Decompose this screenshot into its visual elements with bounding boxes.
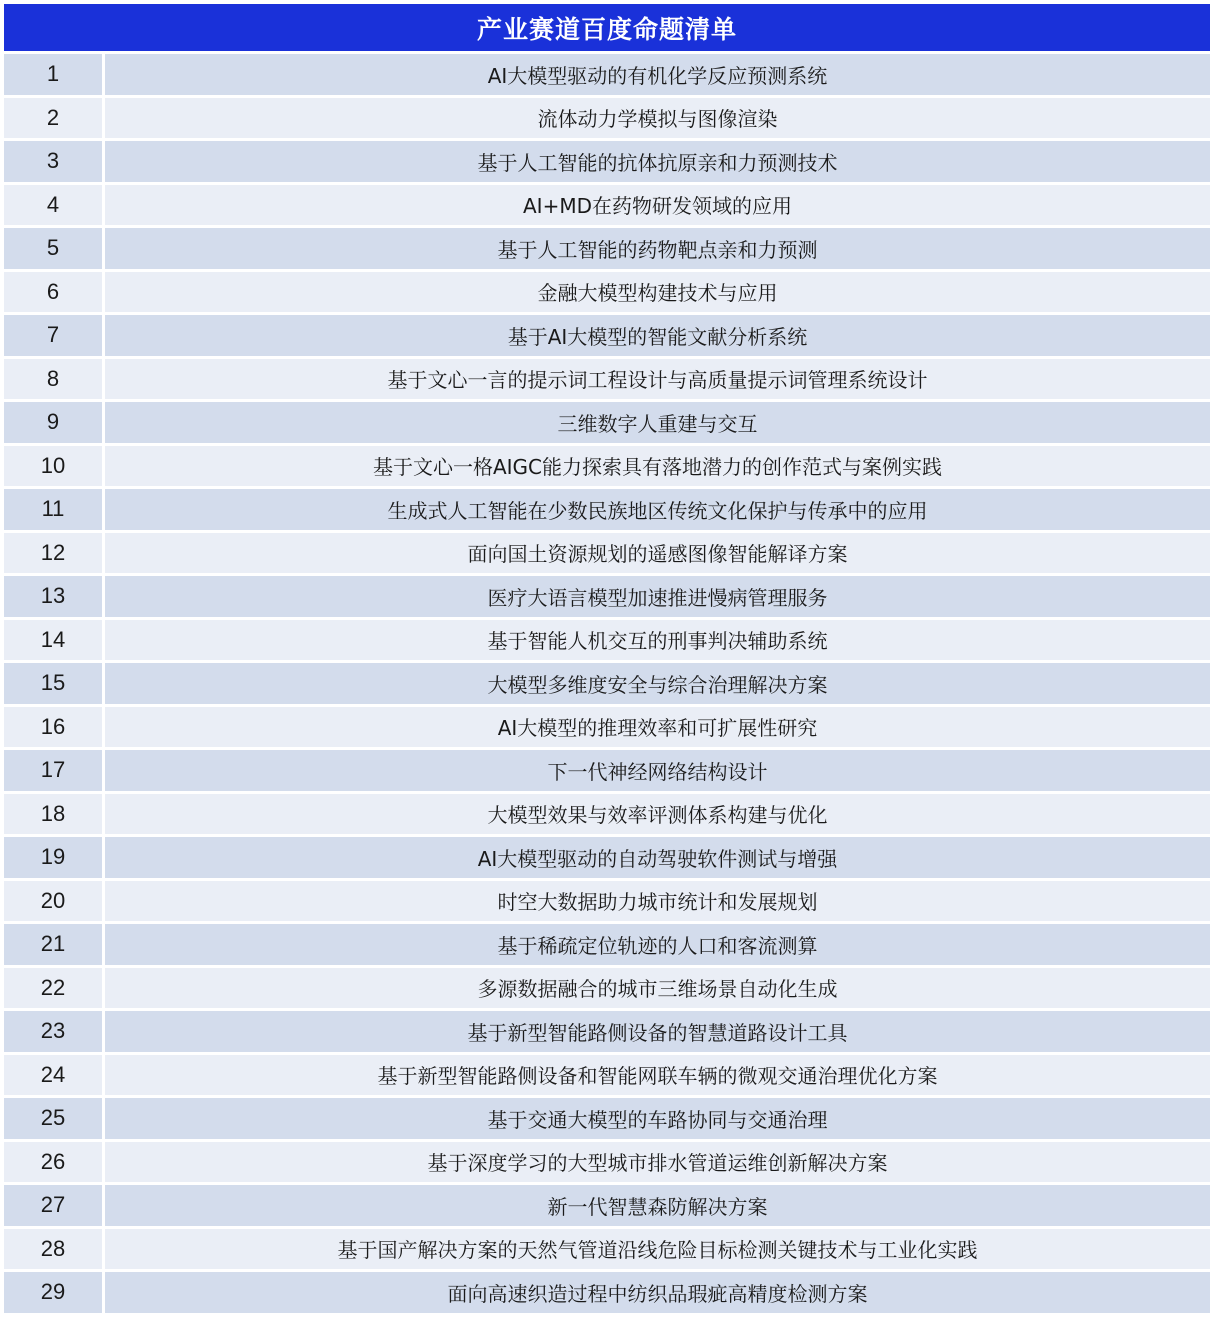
table-row: [4, 1139, 1210, 1183]
table-row: [4, 878, 1210, 922]
row-number: 4: [4, 182, 105, 226]
row-number: 5: [4, 225, 105, 269]
row-number: 12: [4, 530, 105, 574]
row-number: 14: [4, 617, 105, 661]
table-row: [4, 51, 1210, 95]
table-row: [4, 1008, 1210, 1052]
row-number: 20: [4, 878, 105, 922]
table-row: [4, 1226, 1210, 1270]
topic-name: 金融大模型构建技术与应用: [105, 269, 1210, 313]
table-row: [4, 269, 1210, 313]
row-number: 17: [4, 747, 105, 791]
row-number: 13: [4, 573, 105, 617]
table-row: [4, 356, 1210, 400]
topic-name: 生成式人工智能在少数民族地区传统文化保护与传承中的应用: [105, 486, 1210, 530]
table-row: [4, 573, 1210, 617]
row-number: 2: [4, 95, 105, 139]
table-row: [4, 834, 1210, 878]
table-row: [4, 486, 1210, 530]
table-row: [4, 182, 1210, 226]
row-number: 8: [4, 356, 105, 400]
topic-name: AI大模型的推理效率和可扩展性研究: [105, 704, 1210, 748]
row-number: 19: [4, 834, 105, 878]
topic-name: 基于稀疏定位轨迹的人口和客流测算: [105, 921, 1210, 965]
row-number: 21: [4, 921, 105, 965]
topic-name: 大模型多维度安全与综合治理解决方案: [105, 660, 1210, 704]
row-number: 26: [4, 1139, 105, 1183]
topic-table-body: [4, 51, 1210, 1313]
topic-name: 基于AI大模型的智能文献分析系统: [105, 312, 1210, 356]
row-number: 15: [4, 660, 105, 704]
topic-name: 大模型效果与效率评测体系构建与优化: [105, 791, 1210, 835]
topic-name: 基于交通大模型的车路协同与交通治理: [105, 1095, 1210, 1139]
table-row: [4, 660, 1210, 704]
topic-name: 三维数字人重建与交互: [105, 399, 1210, 443]
topic-name: 基于人工智能的药物靶点亲和力预测: [105, 225, 1210, 269]
row-number: 3: [4, 138, 105, 182]
topic-name: 基于深度学习的大型城市排水管道运维创新解决方案: [105, 1139, 1210, 1183]
topic-name: 流体动力学模拟与图像渲染: [105, 95, 1210, 139]
topic-name: 基于智能人机交互的刑事判决辅助系统: [105, 617, 1210, 661]
topic-name: 下一代神经网络结构设计: [105, 747, 1210, 791]
row-number: 18: [4, 791, 105, 835]
topic-name: 基于新型智能路侧设备的智慧道路设计工具: [105, 1008, 1210, 1052]
table-row: [4, 704, 1210, 748]
table-row: [4, 399, 1210, 443]
topic-name: AI+MD在药物研发领域的应用: [105, 182, 1210, 226]
row-number: 27: [4, 1182, 105, 1226]
table-row: [4, 965, 1210, 1009]
row-number: 28: [4, 1226, 105, 1270]
topic-name: 面向国土资源规划的遥感图像智能解译方案: [105, 530, 1210, 574]
table-row: [4, 443, 1210, 487]
topic-name: AI大模型驱动的自动驾驶软件测试与增强: [105, 834, 1210, 878]
table-row: [4, 530, 1210, 574]
topic-name: 医疗大语言模型加速推进慢病管理服务: [105, 573, 1210, 617]
table-row: [4, 312, 1210, 356]
table-row: [4, 138, 1210, 182]
topic-name: 基于文心一格AIGC能力探索具有落地潜力的创作范式与案例实践: [105, 443, 1210, 487]
row-number: 22: [4, 965, 105, 1009]
row-number: 11: [4, 486, 105, 530]
table-row: [4, 617, 1210, 661]
row-number: 9: [4, 399, 105, 443]
topic-name: 基于国产解决方案的天然气管道沿线危险目标检测关键技术与工业化实践: [105, 1226, 1210, 1270]
table-row: [4, 225, 1210, 269]
row-number: 25: [4, 1095, 105, 1139]
topic-name: 基于人工智能的抗体抗原亲和力预测技术: [105, 138, 1210, 182]
topic-name: 时空大数据助力城市统计和发展规划: [105, 878, 1210, 922]
table-title: 产业赛道百度命题清单: [4, 4, 1210, 51]
topic-name: AI大模型驱动的有机化学反应预测系统: [105, 51, 1210, 95]
topic-name: 面向高速织造过程中纺织品瑕疵高精度检测方案: [105, 1269, 1210, 1313]
row-number: 6: [4, 269, 105, 313]
row-number: 29: [4, 1269, 105, 1313]
topic-name: 新一代智慧森防解决方案: [105, 1182, 1210, 1226]
table-row: [4, 747, 1210, 791]
table-row: [4, 1095, 1210, 1139]
topic-name: 基于新型智能路侧设备和智能网联车辆的微观交通治理优化方案: [105, 1052, 1210, 1096]
row-number: 10: [4, 443, 105, 487]
topic-table: [4, 51, 1210, 1313]
table-row: [4, 1182, 1210, 1226]
table-row: [4, 95, 1210, 139]
row-number: 7: [4, 312, 105, 356]
row-number: 16: [4, 704, 105, 748]
table-row: [4, 791, 1210, 835]
table-row: [4, 1052, 1210, 1096]
topic-name: 基于文心一言的提示词工程设计与高质量提示词管理系统设计: [105, 356, 1210, 400]
table-row: [4, 1269, 1210, 1313]
row-number: 24: [4, 1052, 105, 1096]
topic-list-sheet: [4, 4, 1210, 1313]
topic-name: 多源数据融合的城市三维场景自动化生成: [105, 965, 1210, 1009]
row-number: 23: [4, 1008, 105, 1052]
row-number: 1: [4, 51, 105, 95]
table-row: [4, 921, 1210, 965]
